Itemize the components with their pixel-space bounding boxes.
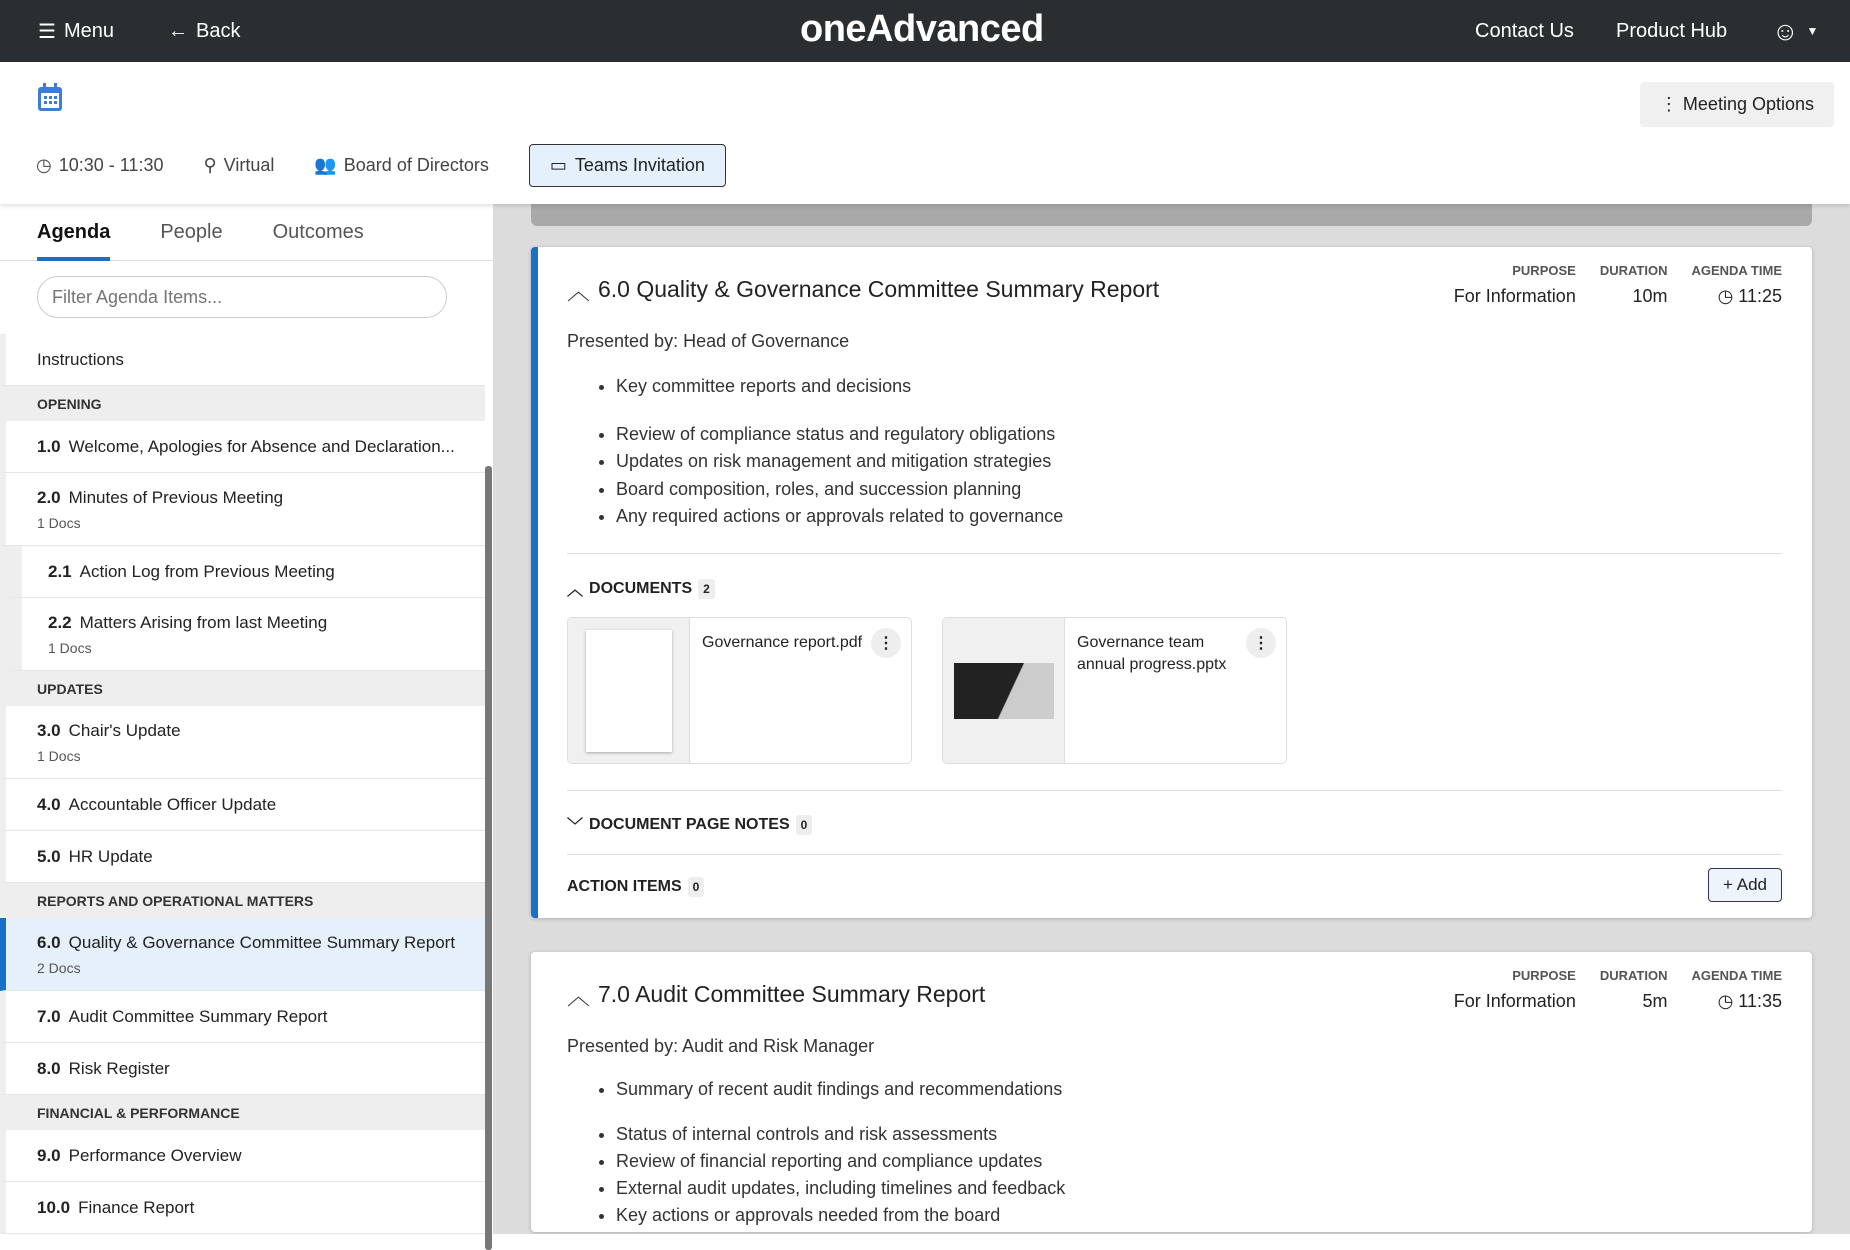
tab-agenda[interactable]: Agenda (37, 204, 110, 261)
pptx-thumbnail (954, 663, 1054, 719)
documents-toggle[interactable]: ︿ DOCUMENTS 2 (567, 577, 715, 600)
agenda-card-7: ︿ 7.0 Audit Committee Summary Report PURPOSE For Information DURATION 5m AGENDA TIME ◷ 11:35 Presented by: Audit and Risk Manager • Summary of recent audit findings and recommendations • Status of internal controls and risk assessments • Review of financial reporting and compliance updates • External audit updates, including timelines and feedback • Key actions or approvals needed from the board (531, 952, 1812, 1232)
agenda-item[interactable]: 3.0 Chair's Update 1 Docs (0, 706, 485, 779)
arrow-left-icon: ← (168, 19, 188, 42)
user-circle-icon: ☺ (1772, 15, 1799, 46)
meeting-options-button[interactable]: ⋮ Meeting Options (1640, 82, 1834, 127)
document-card[interactable]: Governance team annual progress.pptx ⋮ (942, 617, 1287, 764)
meeting-location: ⚲ Virtual (203, 155, 275, 175)
kebab-icon: ⋮ (1659, 94, 1683, 114)
clock-icon: ◷ (1717, 991, 1739, 1011)
agenda-item[interactable]: 2.1 Action Log from Previous Meeting (0, 546, 485, 598)
meeting-group: 👥 Board of Directors (314, 155, 489, 175)
caret-down-icon: ▼ (1806, 24, 1819, 38)
agenda-item[interactable]: 9.0 Performance Overview (0, 1130, 485, 1182)
video-camera-icon: ▭ (549, 155, 567, 175)
agenda-item-instructions[interactable]: Instructions (0, 334, 485, 386)
tab-outcomes[interactable]: Outcomes (272, 220, 364, 243)
points-list: • Summary of recent audit findings and recommendations • Status of internal controls and risk assessments • Review of financial reporting and compliance updates • External audit updates, including timelines and feedback • Key actions or approvals needed from the board (616, 1076, 1065, 1229)
user-menu-button[interactable] (1772, 16, 1818, 47)
chevron-up-icon: ︿ (567, 582, 584, 599)
clock-icon: ◷ (1717, 286, 1739, 306)
agenda-item-selected[interactable]: 6.0 Quality & Governance Committee Summary Report 2 Docs (0, 918, 485, 991)
section-header: OPENING (0, 386, 485, 421)
page-notes-toggle[interactable]: ﹀ DOCUMENT PAGE NOTES 0 (567, 813, 812, 836)
back-button[interactable]: ← Back (168, 19, 241, 42)
section-banner (531, 204, 1812, 226)
agenda-card-6: ︿ 6.0 Quality & Governance Committee Summary Report PURPOSE For Information DURATION 10m AGENDA TIME ◷ 11:25 Presented by: Head of Governance • Key committee reports and decisions • Review of compliance status and regulatory obligations • Updates on risk management and mitigation strategies • Board composition, roles, and succession planning • Any required actions or approvals related to governance ︿ DOCUMENTS 2 Governance report.pdf ⋮ Governance team annual progress.pptx ⋮ ﹀ DOCUMENT PAGE NOTES 0 ACTION ITEMS 0 + Add (531, 247, 1812, 918)
chevron-up-icon: ︿ (567, 983, 590, 1009)
chevron-up-icon: ︿ (567, 278, 590, 304)
clock-icon: ◷ (36, 155, 52, 175)
hamburger-icon: ☰ (38, 20, 56, 43)
points-list: • Key committee reports and decisions • Review of compliance status and regulatory obligations • Updates on risk management and mitigation strategies • Board composition, roles, and succession planning • Any required actions or approvals related to governance (616, 373, 1063, 531)
logo: oneAdvanced (800, 8, 1044, 50)
section-header: REPORTS AND OPERATIONAL MATTERS (0, 883, 485, 918)
filter-agenda-input[interactable] (37, 276, 447, 318)
agenda-item[interactable]: 10.0 Finance Report (0, 1182, 485, 1234)
card-title[interactable]: ︿ 7.0 Audit Committee Summary Report (567, 978, 985, 1011)
menu-button[interactable]: ☰ Menu (38, 19, 114, 43)
section-header: UPDATES (0, 671, 485, 706)
meeting-time: ◷ 10:30 - 11:30 (36, 155, 164, 175)
section-header: FINANCIAL & PERFORMANCE (0, 1095, 485, 1130)
document-menu-button[interactable]: ⋮ (871, 628, 901, 658)
agenda-item[interactable]: 2.0 Minutes of Previous Meeting 1 Docs (0, 473, 485, 546)
agenda-sidebar (0, 204, 493, 1234)
contact-us-link[interactable]: Contact Us (1475, 19, 1574, 42)
location-pin-icon: ⚲ (203, 155, 217, 175)
plus-icon: + (1723, 875, 1737, 894)
product-hub-link[interactable]: Product Hub (1616, 19, 1728, 42)
action-items-header: ACTION ITEMS 0 (567, 877, 704, 897)
top-bar (0, 0, 1850, 62)
people-icon: 👥 (314, 155, 337, 175)
agenda-item[interactable]: 4.0 Accountable Officer Update (0, 779, 485, 831)
sidebar-tabs (0, 204, 493, 261)
pdf-thumbnail (586, 630, 672, 752)
agenda-item[interactable]: 2.2 Matters Arising from last Meeting 1 Docs (0, 598, 485, 671)
chevron-down-icon: ﹀ (567, 818, 584, 835)
document-menu-button[interactable]: ⋮ (1246, 628, 1276, 658)
tab-people[interactable]: People (160, 220, 223, 243)
calendar-icon (37, 82, 63, 112)
agenda-item[interactable]: 5.0 HR Update (0, 831, 485, 883)
agenda-list (0, 334, 485, 1234)
agenda-content (493, 204, 1850, 1234)
agenda-item[interactable]: 8.0 Risk Register (0, 1043, 485, 1095)
add-action-button[interactable]: + Add (1708, 868, 1782, 902)
agenda-item[interactable]: 1.0 Welcome, Apologies for Absence and Declaration... (0, 421, 485, 473)
document-card[interactable]: Governance report.pdf ⋮ (567, 617, 912, 764)
meeting-header (0, 62, 1850, 204)
agenda-item[interactable]: 7.0 Audit Committee Summary Report (0, 991, 485, 1043)
teams-invitation-button[interactable]: ▭ Teams Invitation (529, 144, 726, 187)
card-title[interactable]: ︿ 6.0 Quality & Governance Committee Summary Report (567, 273, 1159, 306)
sidebar-scrollbar[interactable] (485, 466, 492, 1250)
